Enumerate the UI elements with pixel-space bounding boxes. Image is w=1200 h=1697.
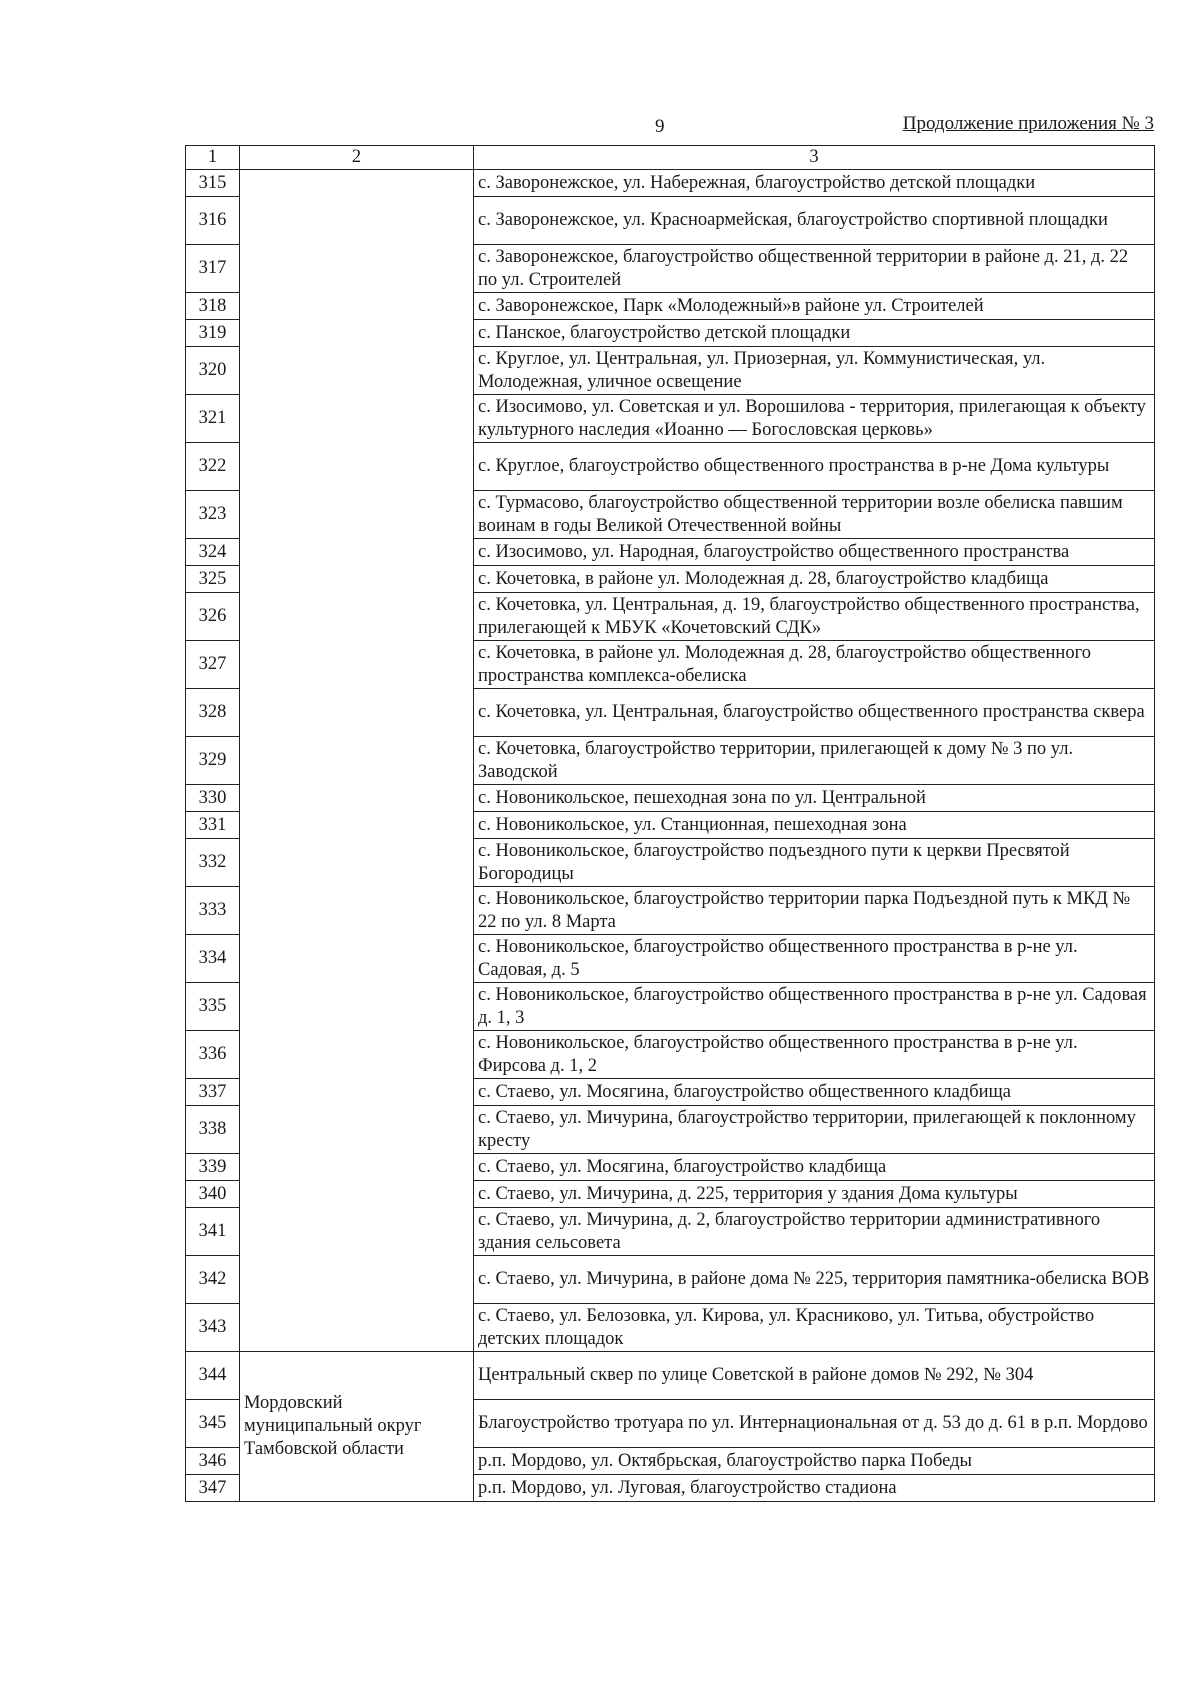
row-number: 329 [186,737,240,785]
row-description: с. Круглое, ул. Центральная, ул. Приозерная, ул. Коммунистическая, ул. Молодежная, уличное освещение [474,347,1155,395]
row-number: 333 [186,887,240,935]
row-description: с. Стаево, ул. Мичурина, в районе дома № 225, территория памятника-обелиска ВОВ [474,1256,1155,1304]
row-number: 316 [186,197,240,245]
row-description: р.п. Мордово, ул. Октябрьская, благоустройство парка Победы [474,1448,1155,1475]
table-row [186,170,1155,197]
row-description: с. Панское, благоустройство детской площадки [474,320,1155,347]
row-number: 341 [186,1208,240,1256]
row-description: с. Изосимово, ул. Советская и ул. Ворошилова - территория, прилегающая к объекту культурного наследия «Иоанно — Богословская церковь» [474,395,1155,443]
row-number: 344 [186,1352,240,1400]
row-number: 342 [186,1256,240,1304]
column-header-2: 2 [240,146,474,170]
row-description: с. Стаево, ул. Мичурина, д. 225, территория у здания Дома культуры [474,1181,1155,1208]
municipality-name: Мордовский муниципальный округ Тамбовской области [240,1352,474,1502]
row-number: 328 [186,689,240,737]
row-description: с. Заворонежское, благоустройство общественной территории в районе д. 21, д. 22 по ул. Строителей [474,245,1155,293]
row-number: 332 [186,839,240,887]
row-description: с. Кочетовка, благоустройство территории, прилегающей к дому № 3 по ул. Заводской [474,737,1155,785]
row-number: 321 [186,395,240,443]
table-row [186,1352,1155,1400]
row-number: 320 [186,347,240,395]
row-number: 327 [186,641,240,689]
row-description: с. Стаево, ул. Мосягина, благоустройство кладбища [474,1154,1155,1181]
row-number: 319 [186,320,240,347]
row-description: с. Новоникольское, благоустройство общественного пространства в р-не ул. Фирсова д. 1, 2 [474,1031,1155,1079]
row-number: 337 [186,1079,240,1106]
row-number: 317 [186,245,240,293]
row-description: с. Новоникольское, ул. Станционная, пешеходная зона [474,812,1155,839]
row-description: с. Круглое, благоустройство общественного пространства в р-не Дома культуры [474,443,1155,491]
row-description: с. Заворонежское, ул. Красноармейская, благоустройство спортивной площадки [474,197,1155,245]
row-number: 336 [186,1031,240,1079]
row-number: 323 [186,491,240,539]
row-description: с. Заворонежское, ул. Набережная, благоустройство детской площадки [474,170,1155,197]
row-number: 334 [186,935,240,983]
row-number: 346 [186,1448,240,1475]
row-description: с. Новоникольское, благоустройство территории парка Подъездной путь к МКД № 22 по ул. 8 Марта [474,887,1155,935]
row-number: 345 [186,1400,240,1448]
row-description: с. Новоникольское, благоустройство общественного пространства в р-не ул. Садовая д. 1, 3 [474,983,1155,1031]
row-number: 331 [186,812,240,839]
column-header-3: 3 [474,146,1155,170]
row-description: с. Изосимово, ул. Народная, благоустройство общественного пространства [474,539,1155,566]
table-header-row [186,146,1155,170]
row-number: 315 [186,170,240,197]
row-description: с. Кочетовка, в районе ул. Молодежная д. 28, благоустройство общественного пространства комплекса-обелиска [474,641,1155,689]
row-description: с. Новоникольское, пешеходная зона по ул. Центральной [474,785,1155,812]
row-description: с. Заворонежское, Парк «Молодежный»в районе ул. Строителей [474,293,1155,320]
projects-table [185,145,1155,1502]
column-header-1: 1 [186,146,240,170]
row-number: 343 [186,1304,240,1352]
row-description: с. Турмасово, благоустройство общественной территории возле обелиска павшим воинам в годы Великой Отечественной войны [474,491,1155,539]
row-number: 318 [186,293,240,320]
row-number: 330 [186,785,240,812]
row-number: 326 [186,593,240,641]
row-description: с. Кочетовка, ул. Центральная, благоустройство общественного пространства сквера [474,689,1155,737]
row-description: с. Новоникольское, благоустройство общественного пространства в р-не ул. Садовая, д. 5 [474,935,1155,983]
row-description: с. Стаево, ул. Белозовка, ул. Кирова, ул. Красниково, ул. Титьва, обустройство детских площадок [474,1304,1155,1352]
row-number: 347 [186,1475,240,1502]
row-number: 340 [186,1181,240,1208]
row-description: с. Кочетовка, в районе ул. Молодежная д. 28, благоустройство кладбища [474,566,1155,593]
row-number: 325 [186,566,240,593]
row-number: 322 [186,443,240,491]
row-description: р.п. Мордово, ул. Луговая, благоустройство стадиона [474,1475,1155,1502]
row-number: 324 [186,539,240,566]
row-description: с. Кочетовка, ул. Центральная, д. 19, благоустройство общественного пространства, прилегающей к МБУК «Кочетовский СДК» [474,593,1155,641]
row-description: с. Новоникольское, благоустройство подъездного пути к церкви Пресвятой Богородицы [474,839,1155,887]
row-description: Благоустройство тротуара по ул. Интернациональная от д. 53 до д. 61 в р.п. Мордово [474,1400,1155,1448]
continuation-title: Продолжение приложения № 3 [902,113,1154,134]
municipality-cell-empty [240,170,474,1352]
page-number: 9 [655,116,665,137]
row-number: 338 [186,1106,240,1154]
row-description: с. Стаево, ул. Мичурина, д. 2, благоустройство территории административного здания сельсовета [474,1208,1155,1256]
row-number: 339 [186,1154,240,1181]
row-description: Центральный сквер по улице Советской в районе домов № 292, № 304 [474,1352,1155,1400]
row-number: 335 [186,983,240,1031]
row-description: с. Стаево, ул. Мосягина, благоустройство общественного кладбища [474,1079,1155,1106]
row-description: с. Стаево, ул. Мичурина, благоустройство территории, прилегающей к поклонному кресту [474,1106,1155,1154]
